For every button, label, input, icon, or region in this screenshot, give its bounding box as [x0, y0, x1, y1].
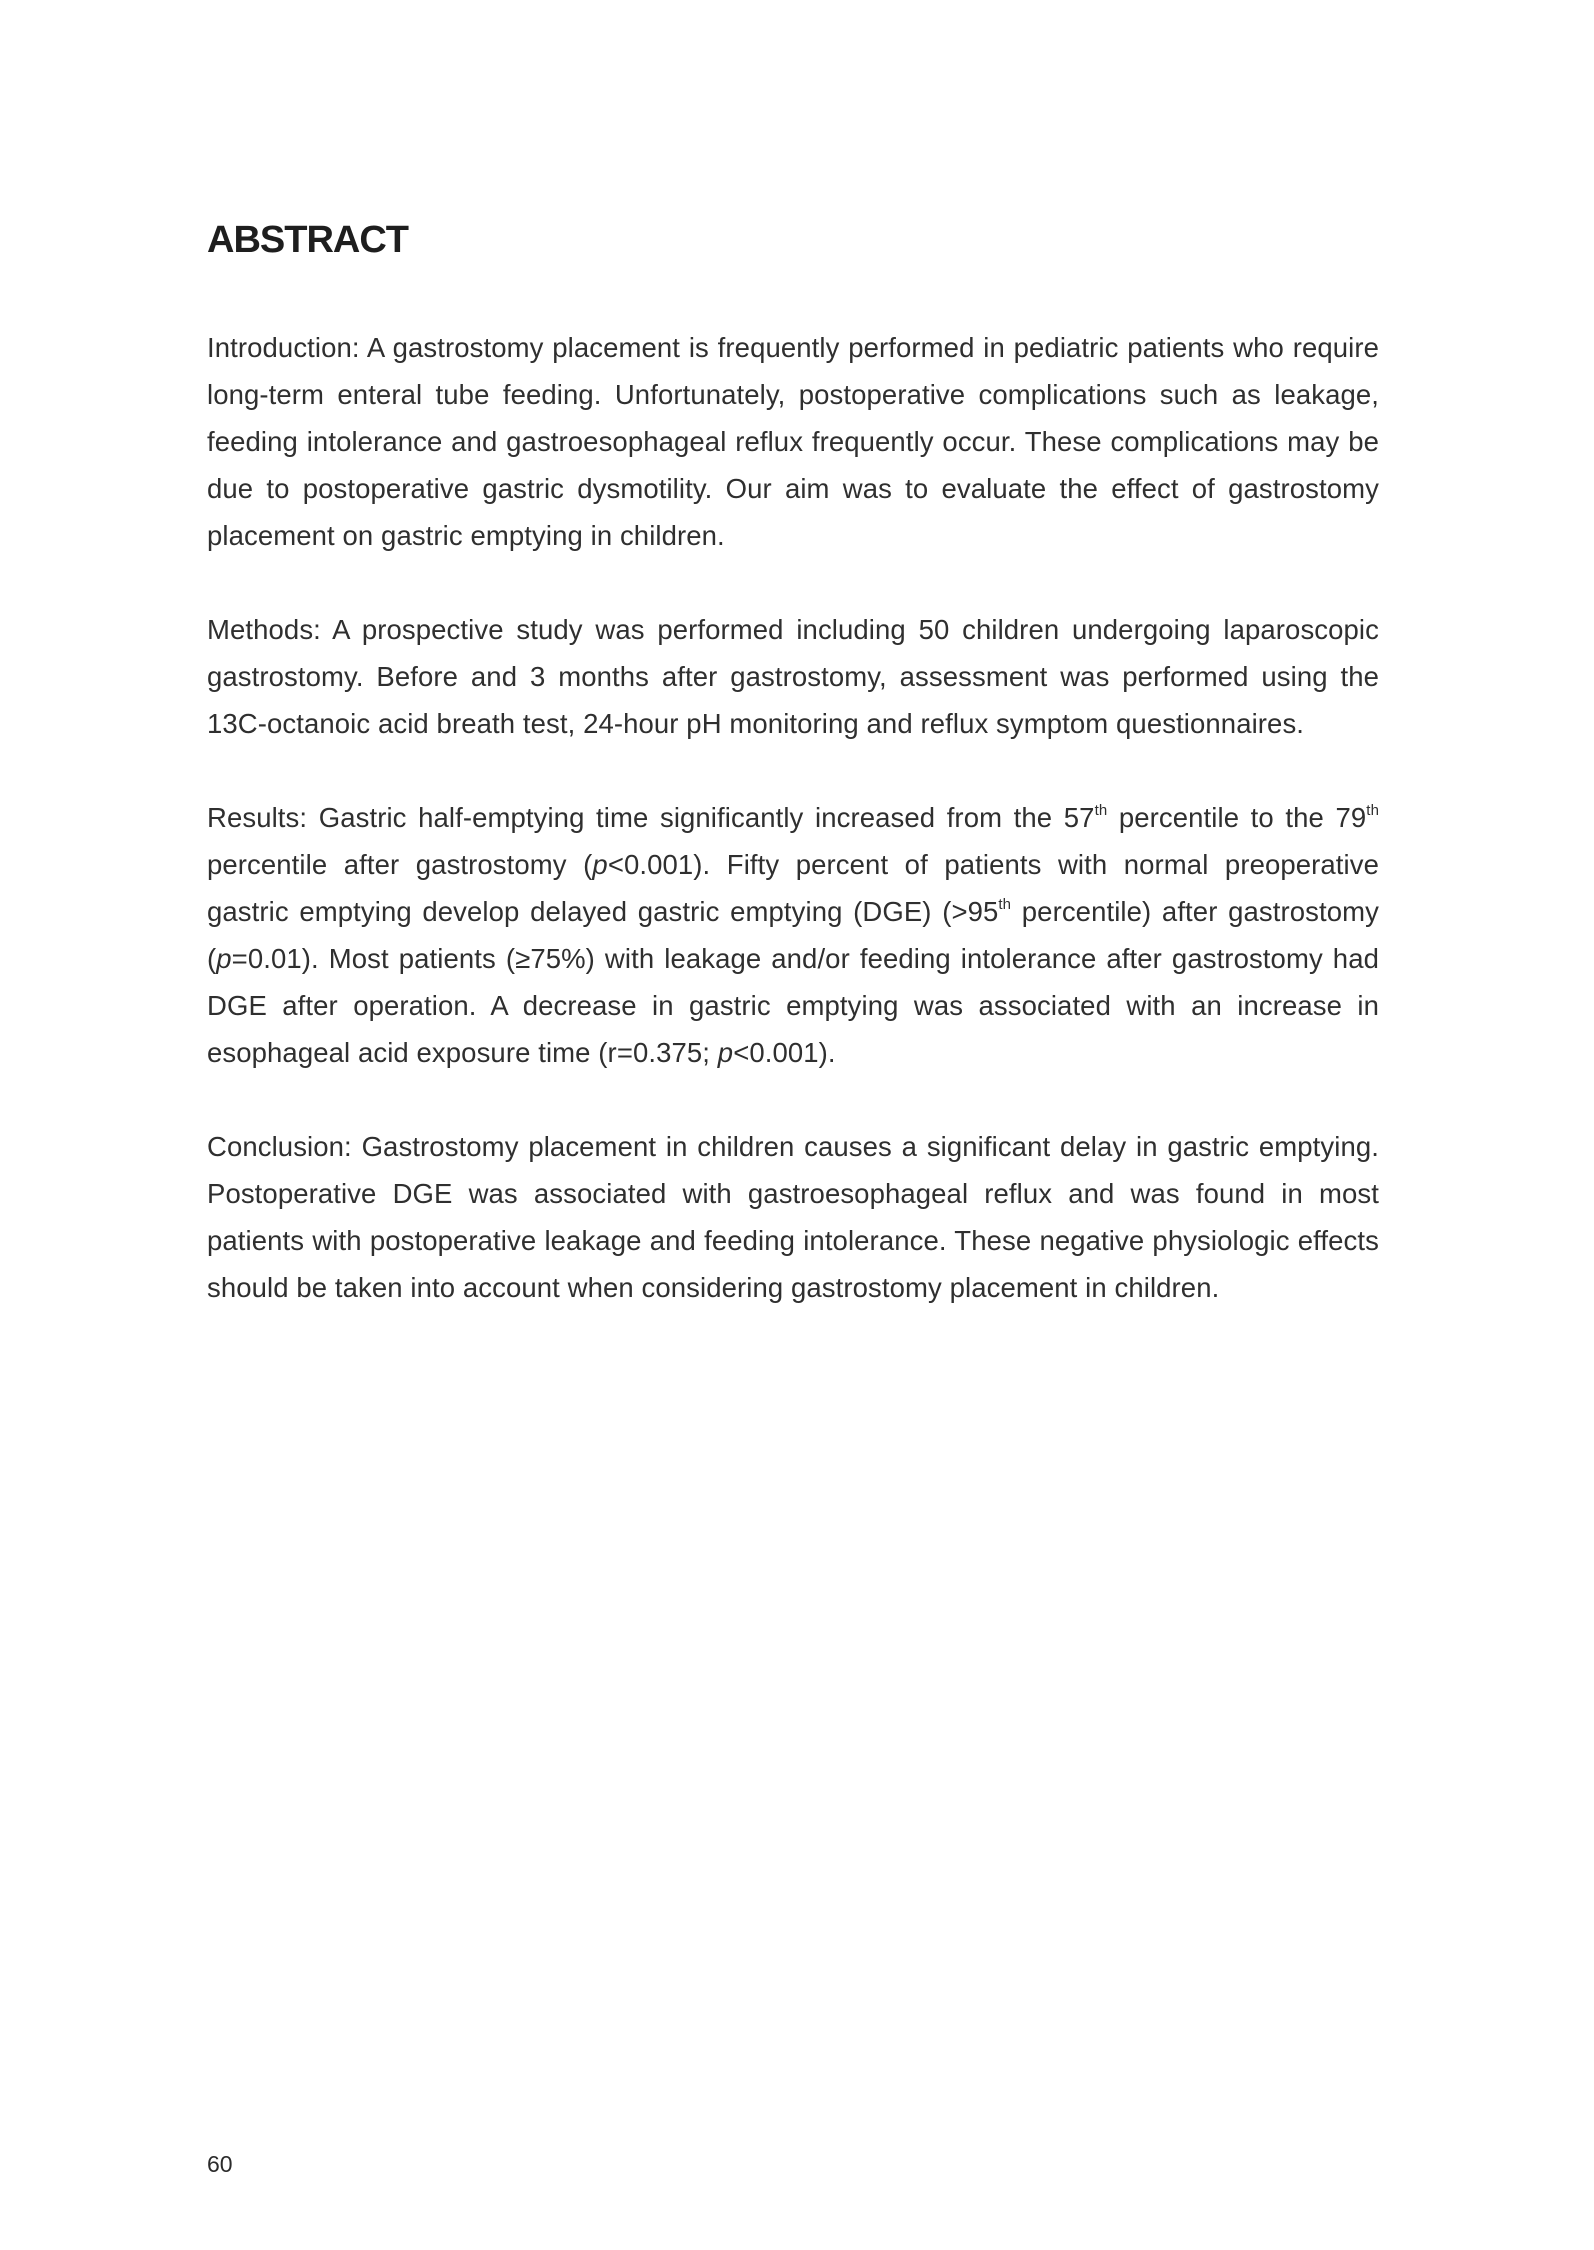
results-text-3: percentile after gastrostomy ( [207, 849, 593, 880]
p-value-symbol: p [592, 849, 608, 880]
introduction-paragraph: Introduction: A gastrostomy placement is frequently performed in pediatric patients who require long-term enteral tube feeding. Unfortunately, postoperative complications such as leakage, feeding intolerance and gastroesophageal reflux frequently occur. These complications may be due to postoperative gastric dysmotility. Our aim was to evaluate the effect of gastrostomy placement on gastric emptying in children. [207, 332, 1379, 551]
ordinal-superscript: th [998, 895, 1012, 913]
abstract-body [207, 324, 1379, 1358]
results-text-4: <0.001). Fifty percent of patients with normal preoperative gastric emptying develop delayed gastric emptying (DGE) (>95 [207, 849, 1379, 927]
methods-paragraph: Methods: A prospective study was performed including 50 children undergoing laparoscopic gastrostomy. Before and 3 months after gastrostomy, assessment was performed using the 13C-octanoic acid breath test, 24-hour pH monitoring and reflux symptom questionnaires. [207, 614, 1379, 739]
results-text-1: Results: Gastric half-emptying time significantly increased from the 57 [207, 802, 1095, 833]
page-number: 60 [207, 2151, 233, 2177]
p-value-symbol: p [717, 1037, 734, 1068]
results-text-7: <0.001). [733, 1037, 836, 1068]
conclusion-paragraph: Conclusion: Gastrostomy placement in children causes a significant delay in gastric emptying. Postoperative DGE was associated with gastroesophageal reflux and was found in most patients with postoperative leakage and feeding intolerance. These negative physiologic effects should be taken into account when considering gastrostomy placement in children. [207, 1131, 1379, 1303]
ordinal-superscript: th [1094, 801, 1108, 819]
results-paragraph [207, 794, 1379, 1076]
results-text-6: =0.01). Most patients (≥75%) with leakage and/or feeding intolerance after gastrostomy had DGE after operation. A decrease in gastric emptying was associated with an increase in esophageal acid exposure time (r=0.375; [207, 943, 1379, 1068]
results-text-5: percentile) after gastrostomy ( [207, 896, 1379, 974]
p-value-symbol: p [216, 943, 232, 974]
abstract-heading: ABSTRACT [207, 219, 408, 261]
ordinal-superscript: th [1366, 801, 1380, 819]
results-text-2: percentile to the 79 [1107, 802, 1367, 833]
